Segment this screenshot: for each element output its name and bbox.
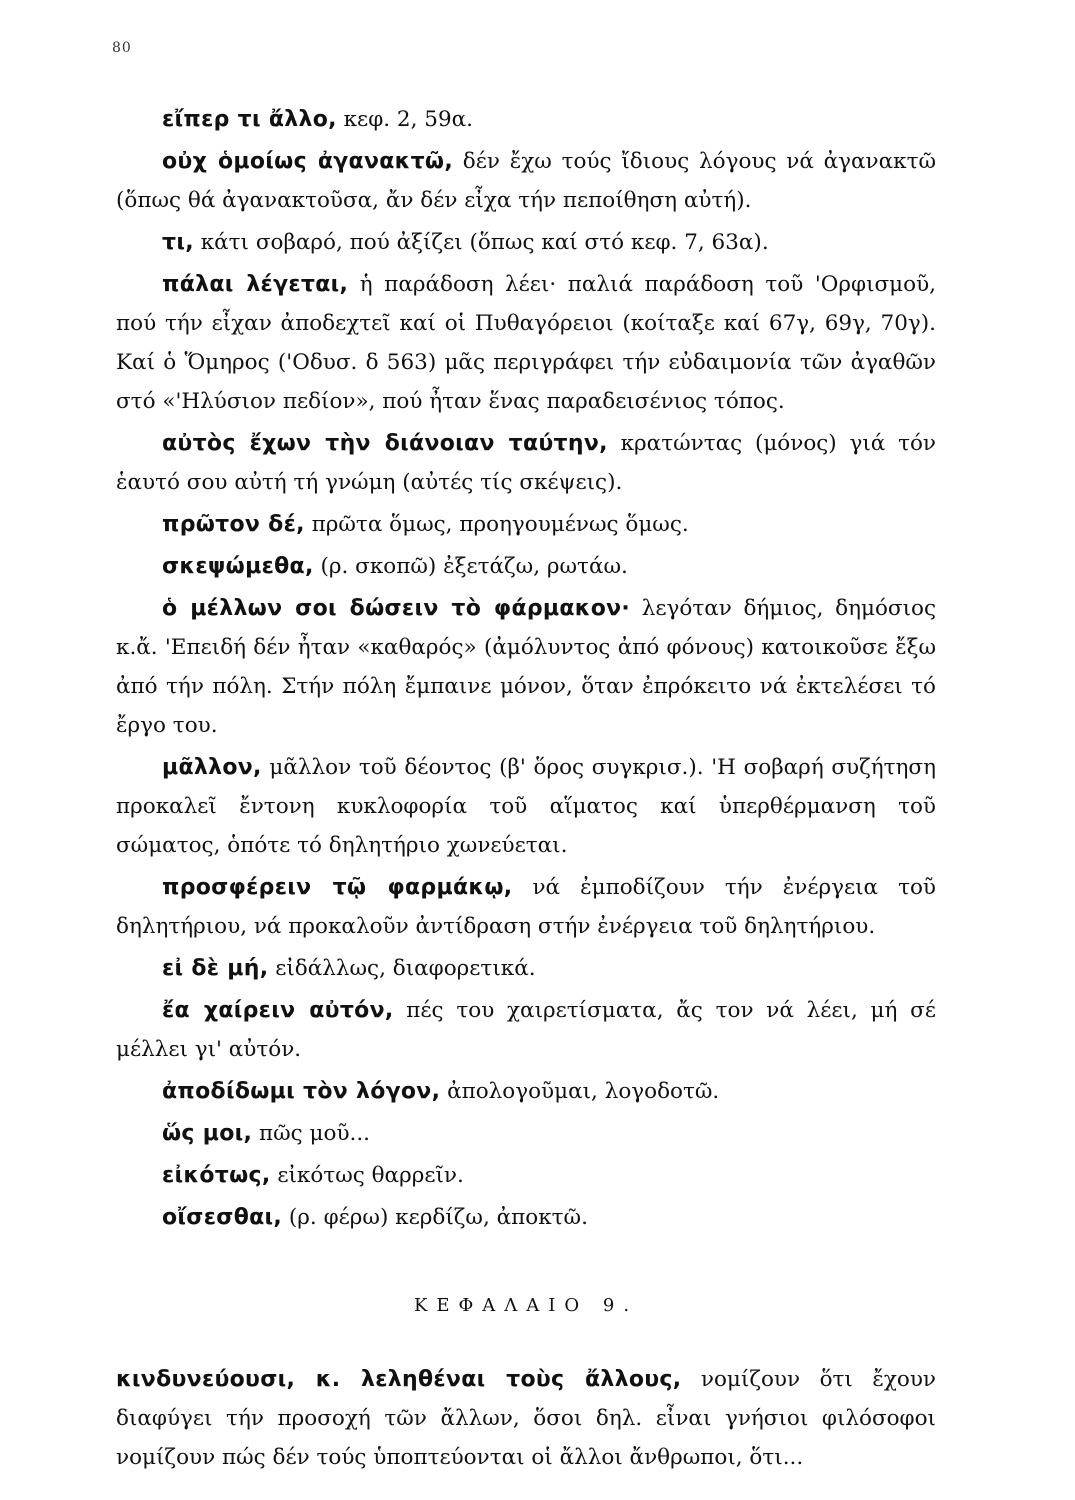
- entry-lemma: ἔα χαίρειν αὐτόν,: [162, 998, 394, 1023]
- entry-lemma: οἴσεσθαι,: [162, 1205, 283, 1230]
- entry-gloss: εἰδάλλως, διαφορετικά.: [268, 956, 536, 981]
- entry-lemma: μᾶλλον,: [162, 755, 262, 780]
- entry-lemma: τι,: [162, 230, 194, 255]
- entry-gloss: πῶς μοῦ...: [252, 1121, 371, 1146]
- entry-gloss: κρατώντας (μόνος) γιά τόν ἑαυτό σου αὐτή τή γνώμη (αὐτές τίς σκέψεις).: [116, 431, 936, 495]
- entry-lemma: ὁ μέλλων σοι δώσειν τὸ φάρμακον·: [162, 596, 631, 621]
- entry-lemma: πρῶτον δέ,: [162, 512, 305, 537]
- entry: [116, 1072, 936, 1111]
- entry: [116, 424, 936, 502]
- entry: [116, 949, 936, 988]
- entry-gloss: πές του χαιρετίσματα, ἄς τον νά λέει, μή σέ μέλλει γι' αὐτόν.: [116, 998, 936, 1062]
- entry-lemma: εἴπερ τι ἄλλο,: [162, 107, 337, 132]
- entry-gloss: μᾶλλον τοῦ δέοντος (β' ὅρος συγκρισ.). 'Η σοβαρή συζήτηση προκαλεῖ ἔντονη κυκλοφορία τοῦ αἵματος καί ὑπερθέρμανση τοῦ σώματος, ὁπότε τό δηλητήριο χωνεύεται.: [116, 755, 936, 858]
- entry-gloss: (ρ. φέρω) κερδίζω, ἀποκτῶ.: [282, 1205, 588, 1230]
- entry: [116, 223, 936, 262]
- entry: [116, 868, 936, 946]
- entry: [116, 100, 936, 139]
- entry-lemma: προσφέρειν τῷ φαρμάκῳ,: [162, 875, 513, 900]
- entry: [116, 505, 936, 544]
- entry-gloss: ἀπολογοῦμαι, λογοδοτῶ.: [440, 1079, 720, 1104]
- entry-gloss: ἡ παράδοση λέει· παλιά παράδοση τοῦ 'Ορφισμοῦ, πού τήν εἶχαν ἀποδεχτεῖ καί οἱ Πυθαγόρειοι (κοίταξε καί 67γ, 69γ, 70γ). Καί ὁ Ὅμηρος ('Οδυσ. δ 563) μᾶς περιγράφει τήν εὐδαιμονία τῶν ἀγαθῶν στό «'Ηλύσιον πεδίον», πού ἦταν ἕνας παραδεισένιος τόπος.: [116, 272, 937, 414]
- entry: [116, 1360, 936, 1477]
- entry-gloss: κεφ. 2, 59α.: [336, 107, 473, 132]
- entry-gloss: πρῶτα ὅμως, προηγουμένως ὅμως.: [304, 512, 689, 537]
- entry-lemma: οὐχ ὁμοίως ἀγανακτῶ,: [162, 149, 454, 174]
- entry: [116, 589, 936, 745]
- chapter-heading: ΚΕΦΑΛΑΙΟ 9.: [413, 1295, 639, 1316]
- entry-lemma: σκεψώμεθα,: [162, 554, 314, 579]
- entry: [116, 1198, 936, 1237]
- entry-gloss: εἰκότως θαρρεῖν.: [270, 1163, 464, 1188]
- page-number: 80: [112, 40, 132, 56]
- entry-lemma: ὥς μοι,: [162, 1121, 253, 1146]
- entry: [116, 991, 936, 1069]
- entry-lemma: πάλαι λέγεται,: [162, 272, 349, 297]
- entry-gloss: λεγόταν δήμιος, δημόσιος κ.ἄ. 'Επειδή δέν ἦταν «καθαρός» (ἀμόλυντος ἀπό φόνους) κατοικοῦσε ἔξω ἀπό τήν πόλη. Στήν πόλη ἔμπαινε μόνον, ὅταν ἐπρόκειτο νά ἐκτελέσει τό ἔργο του.: [116, 596, 936, 738]
- entry-lemma: αὐτὸς ἔχων τὴν διάνοιαν ταύτην,: [162, 431, 608, 456]
- entry: [116, 748, 936, 865]
- entry-lemma: εἰ δὲ μή,: [162, 956, 269, 981]
- entry: [116, 547, 936, 586]
- entry-lemma: εἰκότως,: [162, 1163, 271, 1188]
- entry: [116, 1156, 936, 1195]
- commentary-text: [116, 100, 936, 1480]
- entry-lemma: ἀποδίδωμι τὸν λόγον,: [162, 1079, 441, 1104]
- entry: [116, 265, 936, 421]
- entry-gloss: δέν ἔχω τούς ἴδιους λόγους νά ἀγανακτῶ (ὅπως θά ἀγανακτοῦσα, ἄν δέν εἶχα τήν πεποίθηση αὐτή).: [116, 149, 937, 213]
- entry-gloss: (ρ. σκοπῶ) ἐξετάζω, ρωτάω.: [313, 554, 628, 579]
- entry: [116, 1114, 936, 1153]
- entry-gloss: νά ἐμποδίζουν τήν ἐνέργεια τοῦ δηλητήριου, νά προκαλοῦν ἀντίδραση στήν ἐνέργεια τοῦ δηλητήριου.: [116, 875, 936, 939]
- entry-gloss: νομίζουν ὅτι ἔχουν διαφύγει τήν προσοχή τῶν ἄλλων, ὅσοι δηλ. εἶναι γνήσιοι φιλόσοφοι νομίζουν πώς δέν τούς ὑποπτεύονται οἱ ἄλλοι ἄνθρωποι, ὅτι...: [116, 1367, 936, 1470]
- entry-gloss: κάτι σοβαρό, πού ἀξίζει (ὅπως καί στό κεφ. 7, 63α).: [193, 230, 769, 255]
- entry-lemma: κινδυνεύουσι, κ. λεληθέναι τοὺς ἄλλους,: [116, 1367, 682, 1392]
- entry: [116, 142, 936, 220]
